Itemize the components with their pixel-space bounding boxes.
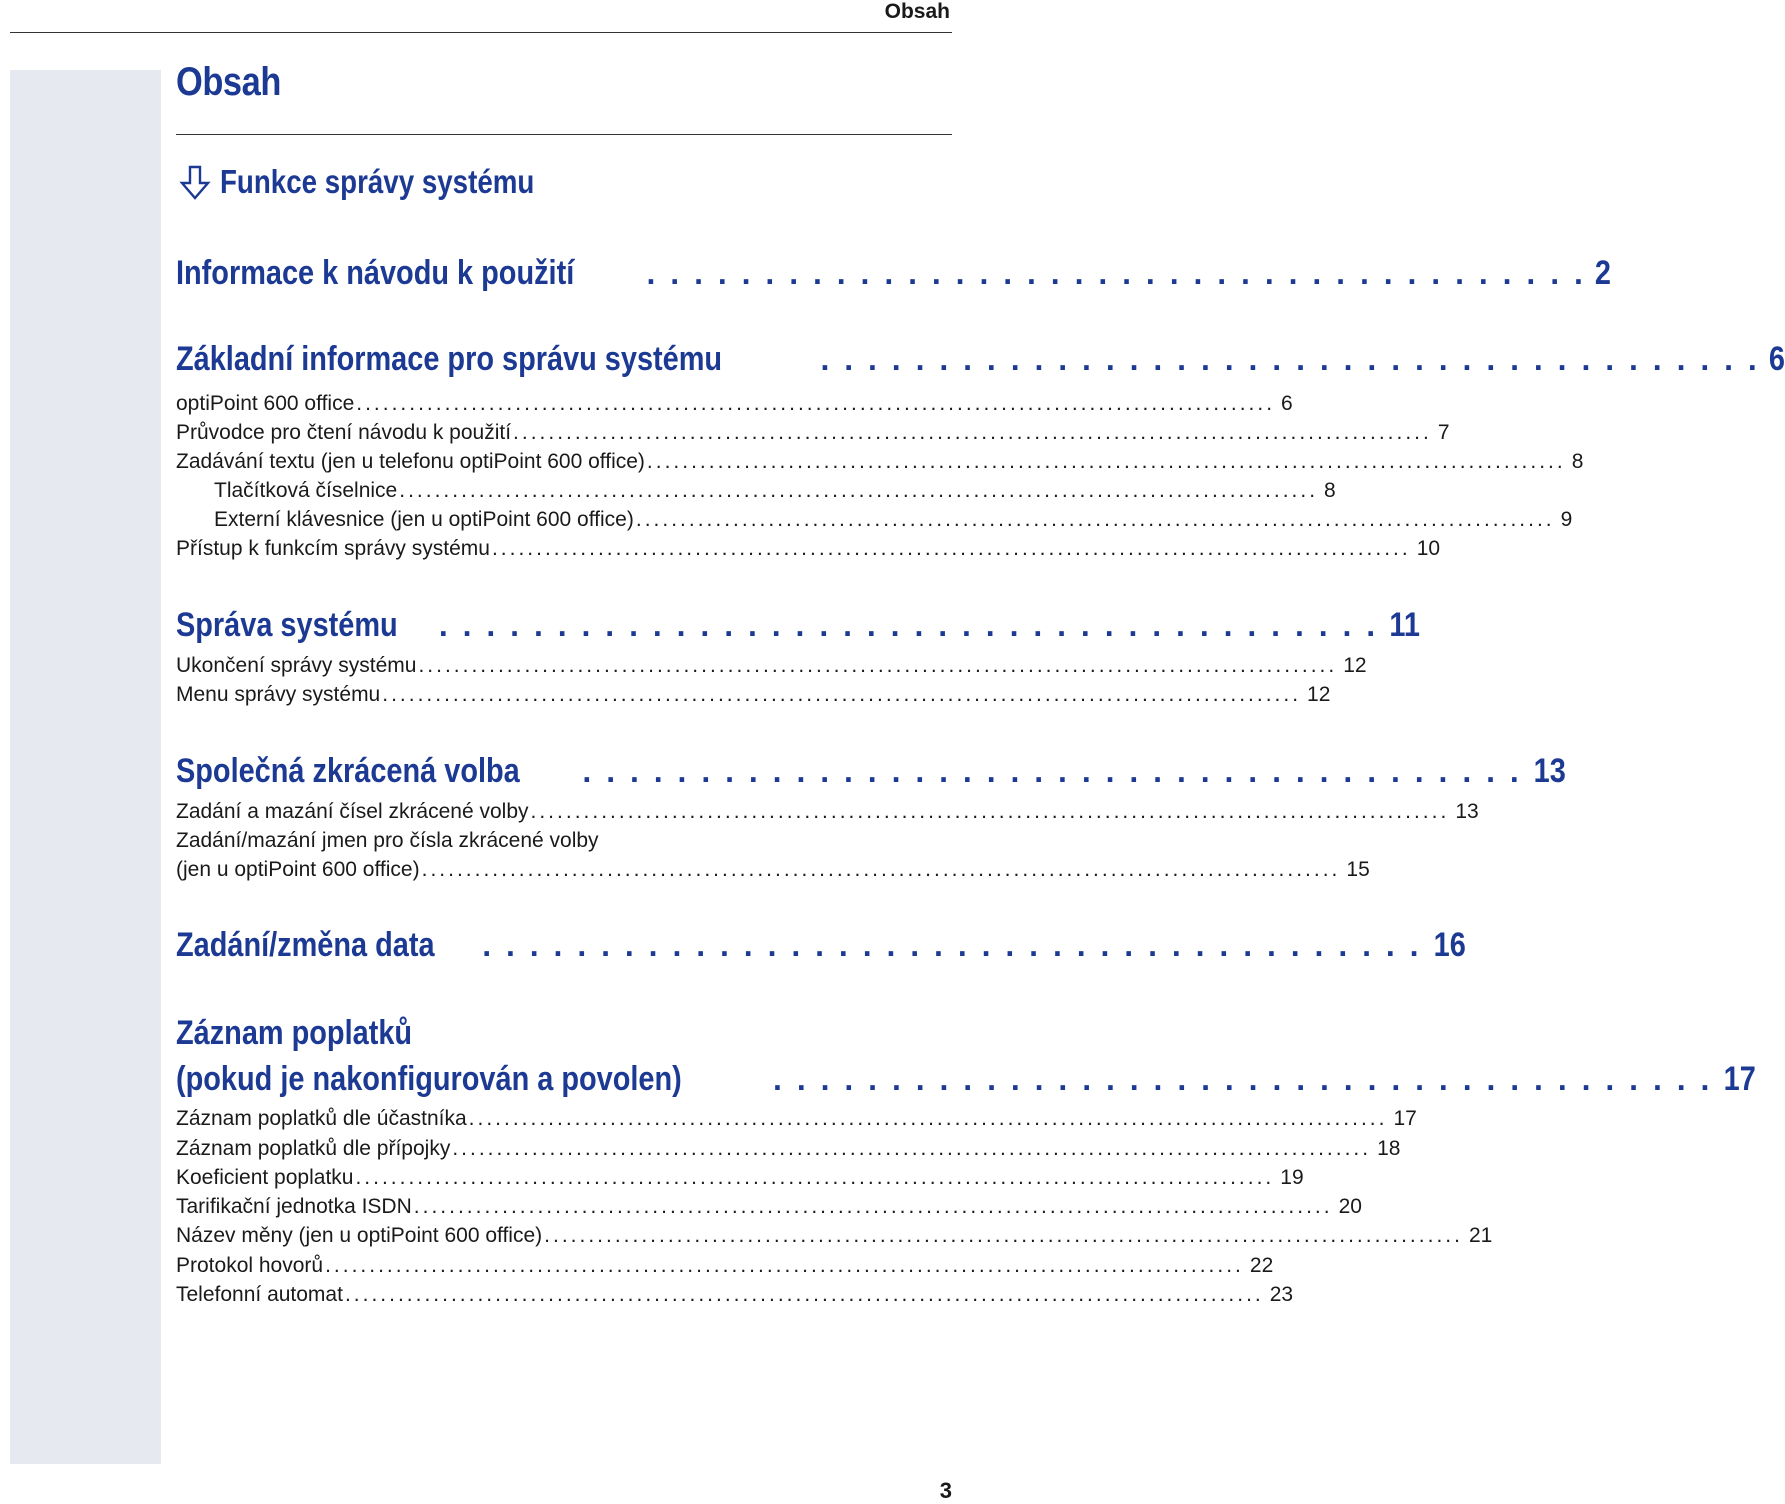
toc-entry-label: (pokud je nakonfigurován a povolen) bbox=[176, 1060, 682, 1098]
toc-page-number: 13 bbox=[1455, 800, 1479, 823]
dot-leader: ........................................................................................................ bbox=[356, 392, 1276, 415]
dot-leader: . . . . . . . . . . . . . . . . . . . . . . . . . . . . . . . . . . . . . . . . bbox=[646, 255, 1586, 291]
toc-entry-label: Informace k návodu k použití bbox=[176, 254, 575, 292]
toc-entry-label: Název měny (jen u optiPoint 600 office) bbox=[176, 1224, 543, 1247]
dot-leader: ........................................................................................................ bbox=[355, 1166, 1275, 1189]
toc-entry-label: Koeficient poplatku bbox=[176, 1166, 354, 1189]
dot-leader: ........................................................................................................ bbox=[491, 537, 1411, 560]
toc-entry[interactable] bbox=[176, 800, 1479, 828]
toc-entry-zakladni[interactable] bbox=[176, 340, 1785, 384]
dot-leader: ........................................................................................................ bbox=[544, 1224, 1463, 1247]
toc-entry-label: Zadání a mazání čísel zkrácené volby bbox=[176, 800, 529, 823]
dot-leader: ........................................................................................................ bbox=[468, 1107, 1388, 1130]
toc-entry[interactable] bbox=[176, 683, 1331, 711]
toc-entry-label: Základní informace pro správu systému bbox=[176, 340, 723, 378]
dot-leader: . . . . . . . . . . . . . . . . . . . . . . . . . . . . . . . . . . . . . . . . bbox=[820, 341, 1760, 377]
intro-heading-text: Funkce správy systému bbox=[220, 163, 535, 200]
toc-entry-label: Tarifikační jednotka ISDN bbox=[176, 1195, 412, 1218]
toc-entry[interactable] bbox=[176, 1195, 1362, 1223]
toc-entry[interactable] bbox=[176, 1283, 1294, 1311]
running-header: Obsah bbox=[884, 0, 950, 23]
dot-leader: ........................................................................................................ bbox=[635, 508, 1555, 531]
toc-entry-label: Protokol hovorů bbox=[176, 1254, 324, 1277]
dot-leader: . . . . . . . . . . . . . . . . . . . . . . . . . . . . . . . . . . . . . . . . bbox=[582, 753, 1522, 789]
toc-page-number: 6 bbox=[1768, 340, 1785, 378]
toc-entry[interactable] bbox=[176, 537, 1441, 565]
toc-entry[interactable] bbox=[214, 479, 1336, 507]
toc-entry-sprava[interactable] bbox=[176, 606, 1421, 650]
dot-leader: ........................................................................................................ bbox=[325, 1254, 1244, 1277]
toc-page-number: 7 bbox=[1437, 421, 1450, 444]
toc-entry-label: Zadání/změna data bbox=[176, 926, 435, 964]
toc-page-number: 8 bbox=[1324, 479, 1336, 502]
toc-entry-spolecna[interactable] bbox=[176, 752, 1566, 796]
toc-entry-label: optiPoint 600 office bbox=[176, 392, 355, 415]
intro-heading bbox=[176, 162, 594, 202]
toc-entry[interactable] bbox=[176, 858, 1370, 886]
dot-leader: ........................................................................................................ bbox=[646, 450, 1566, 473]
dot-leader: ........................................................................................................ bbox=[413, 1195, 1333, 1218]
toc-entry[interactable] bbox=[176, 392, 1293, 420]
dot-leader: ........................................................................................................ bbox=[418, 654, 1338, 677]
toc-entry[interactable] bbox=[176, 1166, 1304, 1194]
toc-page-number: 18 bbox=[1377, 1137, 1401, 1160]
toc-page-number: 9 bbox=[1560, 508, 1573, 531]
toc-entry-label: Externí klávesnice (jen u optiPoint 600 office) bbox=[214, 508, 634, 531]
toc-entry-label: Telefonní automat bbox=[176, 1283, 343, 1306]
toc-entry-label: (jen u optiPoint 600 office) bbox=[176, 858, 420, 881]
toc-entry-label: Ukončení správy systému bbox=[176, 654, 417, 677]
toc-entry-label: Tlačítková číselnice bbox=[214, 479, 398, 502]
header-rule bbox=[10, 32, 952, 33]
toc-entry-label-line1: Zadání/mazání jmen pro čísla zkrácené volby bbox=[176, 829, 599, 852]
toc-entry-label: Menu správy systému bbox=[176, 683, 381, 706]
toc-page-number: 11 bbox=[1389, 606, 1421, 644]
toc-page-number: 8 bbox=[1571, 450, 1584, 473]
toc-entry[interactable] bbox=[176, 1107, 1417, 1135]
toc-entry[interactable] bbox=[214, 508, 1573, 536]
toc-page-number: 2 bbox=[1594, 254, 1611, 292]
toc-entry[interactable] bbox=[176, 1254, 1274, 1282]
toc-entry[interactable] bbox=[176, 1224, 1493, 1252]
toc-page-number: 13 bbox=[1533, 752, 1566, 790]
toc-page-number: 15 bbox=[1346, 858, 1370, 881]
toc-page-number: 21 bbox=[1468, 1224, 1493, 1247]
page-title: Obsah bbox=[176, 60, 281, 104]
toc-page-number: 19 bbox=[1280, 1166, 1304, 1189]
toc-entry[interactable] bbox=[176, 654, 1367, 682]
down-arrow-icon bbox=[176, 162, 216, 202]
toc-page-number: 17 bbox=[1724, 1060, 1757, 1098]
toc-page-number: 23 bbox=[1269, 1283, 1294, 1306]
toc-entry[interactable] bbox=[176, 1137, 1401, 1165]
toc-entry-label: Záznam poplatků dle účastníka bbox=[176, 1107, 467, 1130]
toc-page-number: 16 bbox=[1433, 926, 1466, 964]
dot-leader: ........................................................................................................ bbox=[399, 479, 1319, 502]
toc-entry[interactable] bbox=[176, 450, 1584, 478]
dot-leader: ........................................................................................................ bbox=[421, 858, 1341, 881]
toc-page-number: 10 bbox=[1416, 537, 1441, 560]
toc-page-number: 20 bbox=[1338, 1195, 1362, 1218]
toc-entry-label: Zadávání textu (jen u telefonu optiPoint 600 office) bbox=[176, 450, 645, 473]
toc-entry-label: Přístup k funkcím správy systému bbox=[176, 537, 490, 560]
toc-entry-label: Společná zkrácená volba bbox=[176, 752, 520, 790]
dot-leader: ........................................................................................................ bbox=[513, 421, 1432, 444]
margin-sidebar bbox=[10, 70, 161, 1464]
toc-page-number: 12 bbox=[1307, 683, 1331, 706]
toc-entry-label-line1: Záznam poplatků bbox=[176, 1014, 413, 1052]
toc-entry-label: Průvodce pro čtení návodu k použití bbox=[176, 421, 512, 444]
toc-entry-label: Správa systému bbox=[176, 606, 398, 644]
dot-leader: ........................................................................................................ bbox=[452, 1137, 1372, 1160]
dot-leader: ........................................................................................................ bbox=[344, 1283, 1264, 1306]
toc-entry-label: Záznam poplatků dle přípojky bbox=[176, 1137, 451, 1160]
toc-page-number: 17 bbox=[1393, 1107, 1417, 1130]
toc-entry-zaznam[interactable] bbox=[176, 1060, 1757, 1104]
dot-leader: . . . . . . . . . . . . . . . . . . . . . . . . . . . . . . . . . . . . . . . . bbox=[773, 1061, 1713, 1097]
dot-leader: ........................................................................................................ bbox=[530, 800, 1450, 823]
toc-page-number: 12 bbox=[1343, 654, 1367, 677]
title-rule bbox=[176, 134, 952, 135]
page-number: 3 bbox=[939, 1478, 952, 1503]
dot-leader: . . . . . . . . . . . . . . . . . . . . . . . . . . . . . . . . . . . . . . . . bbox=[482, 927, 1422, 963]
toc-page-number: 6 bbox=[1281, 392, 1293, 415]
toc-entry[interactable] bbox=[176, 421, 1450, 449]
toc-entry-informace[interactable] bbox=[176, 254, 1611, 298]
dot-leader: ........................................................................................................ bbox=[382, 683, 1302, 706]
dot-leader: . . . . . . . . . . . . . . . . . . . . . . . . . . . . . . . . . . . . . . . . bbox=[438, 607, 1379, 643]
toc-page-number: 22 bbox=[1249, 1254, 1274, 1277]
toc-entry-zadani[interactable] bbox=[176, 926, 1466, 970]
